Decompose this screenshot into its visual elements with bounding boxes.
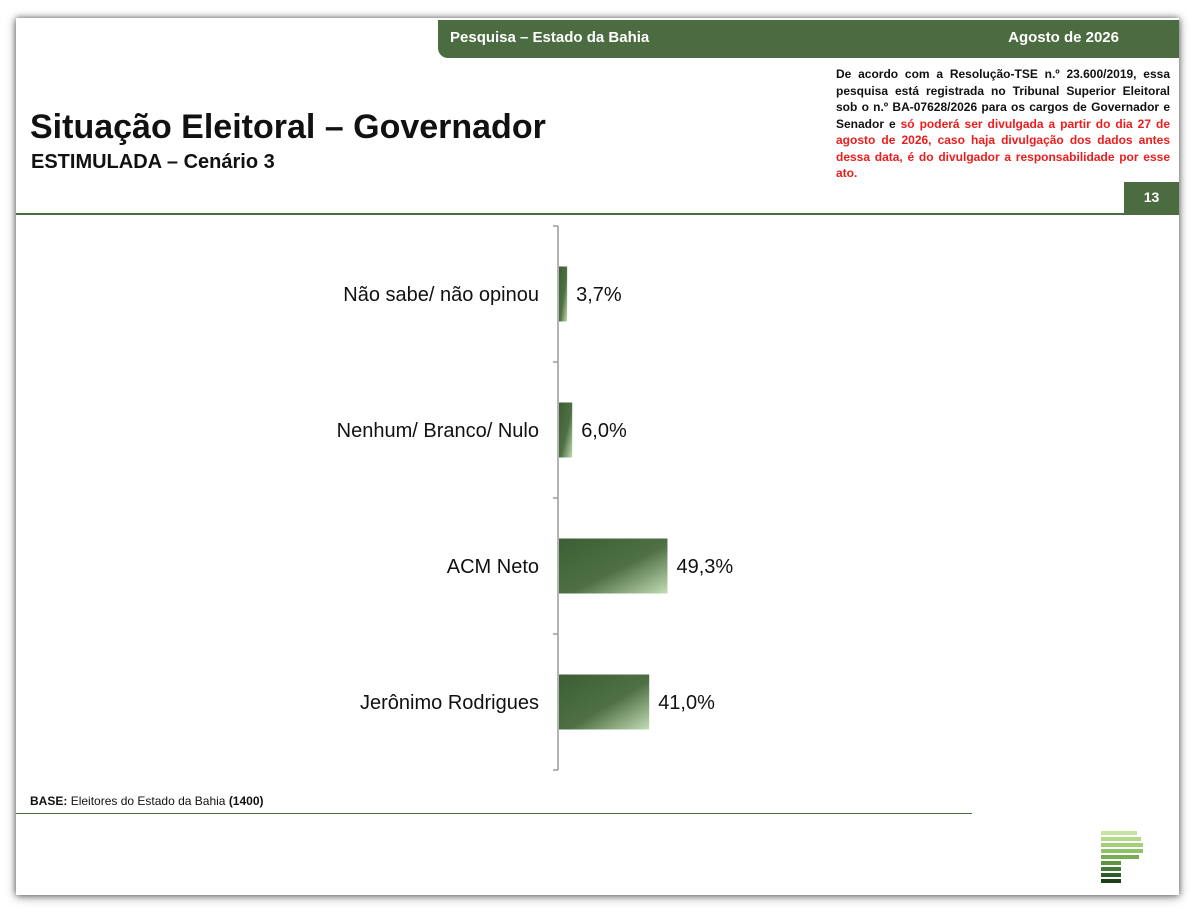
company-logo — [1101, 831, 1147, 883]
bar — [559, 539, 667, 594]
category-label: Jerônimo Rodrigues — [360, 692, 539, 714]
base-count: (1400) — [228, 794, 264, 808]
survey-label: Pesquisa – Estado da Bahia — [450, 29, 650, 46]
bar — [559, 675, 649, 730]
page-title: Situação Eleitoral – Governador — [30, 108, 546, 146]
legal-notice — [836, 66, 1170, 182]
header-divider — [16, 213, 1179, 215]
category-label: Não sabe/ não opinou — [343, 284, 539, 306]
page-number: 13 — [1124, 182, 1179, 213]
legal-notice-text: De acordo com a Resolução-TSE n.º 23.600/2019, essa pesquisa está registrada no Tribunal Superior Eleitoral sob o n.º BA-07628/2026 para os cargos de Governador e Senador e — [836, 67, 1170, 131]
base-label: BASE: — [30, 794, 68, 808]
bar-chart — [16, 218, 1179, 793]
footer-divider — [16, 813, 972, 814]
base-text: Eleitores do Estado da Bahia — [70, 794, 226, 808]
data-label: 3,7% — [576, 284, 622, 306]
slide — [16, 18, 1179, 895]
data-label: 49,3% — [676, 556, 734, 578]
page-subtitle: ESTIMULADA – Cenário 3 — [31, 151, 275, 173]
bar — [559, 267, 567, 322]
header-bar — [438, 20, 1179, 58]
date-label: Agosto de 2026 — [1008, 29, 1119, 46]
category-label: ACM Neto — [446, 556, 539, 578]
bar — [559, 403, 572, 458]
base-note — [30, 794, 264, 808]
legal-notice-warning: só poderá ser divulgada a partir do dia 27 de agosto de 2026, caso haja divulgação dos dados antes dessa data, é do divulgador a responsabilidade por esse ato. — [836, 116, 1170, 180]
category-label: Nenhum/ Branco/ Nulo — [336, 420, 539, 442]
data-label: 41,0% — [658, 692, 715, 714]
data-label: 6,0% — [581, 420, 627, 442]
